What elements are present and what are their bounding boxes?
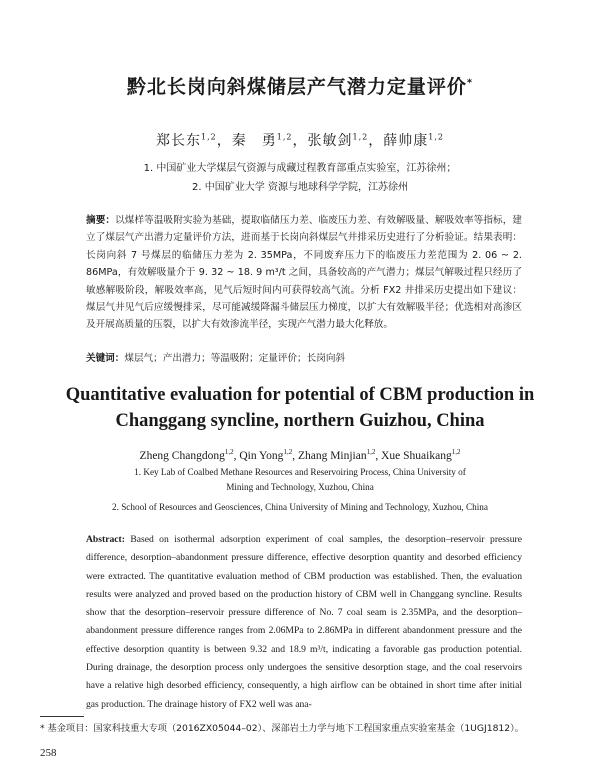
english-title-line-1: Quantitative evaluation for potential of CBM production in	[65, 385, 535, 405]
author-separator: ，	[216, 133, 232, 149]
chinese-abstract-label: 摘要：	[86, 215, 116, 226]
english-affiliation-1	[70, 465, 530, 495]
author-separator: ，	[292, 133, 308, 149]
footnote-text: 国家科技重大专项（2016ZX05044–02）、深部岩土力学与地下工程国家重点实验室基金（1UGJ1812）。	[93, 723, 524, 734]
chinese-abstract	[86, 212, 522, 334]
chinese-author: 秦 勇$^{1,2}$	[231, 132, 293, 149]
page-number: 258	[40, 747, 57, 759]
chinese-abstract-text: 以煤样等温吸附实验为基础，提取临储压力差、临废压力差、有效解吸量、解吸效率等指标，建立了煤层气产出潜力定量评价方法，进而基于长岗向斜煤层气井排采历史进行了分析验证。结果表明：长岗向斜 7 号煤层的临储压力差为 2. 35MPa，不同废弃压力下的临废压力差范围为 2. 06 ~ 2. 86MPa，有效解吸量介于 9. 32 ~ 18. 9 m³/t 之间，具备较高的产气潜力；煤层气解吸过程只经历了敏感解吸阶段，解吸效率高，见气后短时间内可获得较高气流。分析 FX2 井排采历史提出如下建议：煤层气井见气后应缓慢排采，尽可能减缓降漏斗储层压力梯度，以扩大有效解吸半径；优选相对高渗区及开展高质量的压裂，以扩大有效渗流半径，实现产气潜力最大化释放。	[86, 215, 523, 331]
english-author: Xue Shuaikang$^{1,2}$	[381, 448, 461, 462]
chinese-keywords	[86, 350, 522, 364]
english-abstract-label: Abstract:	[86, 534, 125, 545]
english-affiliation-1-line-2: Mining and Technology, Xuzhou, China	[226, 482, 374, 492]
english-affiliation-1-line-1: 1. Key Lab of Coalbed Methane Resources and Reservoiring Process, China University of	[134, 467, 466, 477]
chinese-affiliation-1: 1. 中国矿业大学煤层气资源与成藏过程教育部重点实验室，江苏徐州；	[143, 163, 457, 174]
english-author-list	[40, 448, 560, 462]
footnote-divider	[40, 716, 84, 717]
chinese-author: 郑长东$^{1,2}$	[156, 132, 217, 149]
title-footnote-mark: *	[466, 77, 474, 89]
chinese-title-text: 黔北长岗向斜煤储层产气潜力定量评价	[126, 76, 467, 98]
chinese-affiliation-2: 2. 中国矿业大学 资源与地球科学学院，江苏徐州	[192, 182, 408, 193]
chinese-author: 薛帅康$^{1,2}$	[383, 132, 444, 149]
english-author: Zheng Changdong$^{1,2}$	[139, 448, 234, 462]
english-abstract	[86, 531, 522, 714]
footnote-label: 基金项目：	[47, 723, 94, 734]
footnote-mark: *	[40, 723, 45, 734]
author-separator: ,	[292, 449, 298, 462]
chinese-keywords-text: 煤层气；产出潜力；等温吸附；定量评价；长岗向斜	[124, 353, 346, 364]
english-author: Qin Yong$^{1,2}$	[239, 448, 293, 462]
author-separator: ，	[368, 133, 384, 149]
english-affiliation-2: 2. School of Resources and Geosciences, China University of Mining and Technology, Xuzhou, China	[112, 502, 488, 512]
author-separator: ,	[375, 449, 382, 462]
english-author: Zhang Minjian$^{1,2}$	[297, 448, 376, 462]
chinese-keywords-label: 关键词：	[86, 353, 125, 364]
english-title-line-2: Changgang syncline, northern Guizhou, China	[115, 411, 485, 431]
funding-footnote	[40, 721, 560, 736]
chinese-author: 张敏剑$^{1,2}$	[307, 132, 369, 149]
author-separator: ,	[233, 449, 240, 462]
english-abstract-text: Based on isothermal adsorption experiment of coal samples, the desorption–reservoir pressure difference, desorption–abandonment pressure difference, effective desorption quantity and desorbed efficiency were extracted. The quantitative evaluation method of CBM production was established. Then, the evaluation results were analyzed and proved based on the production history of CBM well in Changgang syncline. Results show that the desorption–reservoir pressure difference of No. 7 coal seam is 2.35MPa, and the desorption–abandonment pressure difference ranges from 2.06MPa to 2.86MPa in different abandonment pressure and the effective desorption quantity is between 9.32 and 18.9 m³/t, indicating a favorable gas production potential. During drainage, the desorption process only undergoes the sensitive desorption stage, and the coal reservoirs have a relative high desorbed efficiency, consequently, a high airflow can be obtained in short time after initial gas production. The drainage history of FX2 well was ana-	[86, 534, 522, 710]
english-title	[40, 382, 560, 434]
chinese-title	[40, 72, 560, 99]
chinese-author-list	[40, 130, 560, 150]
